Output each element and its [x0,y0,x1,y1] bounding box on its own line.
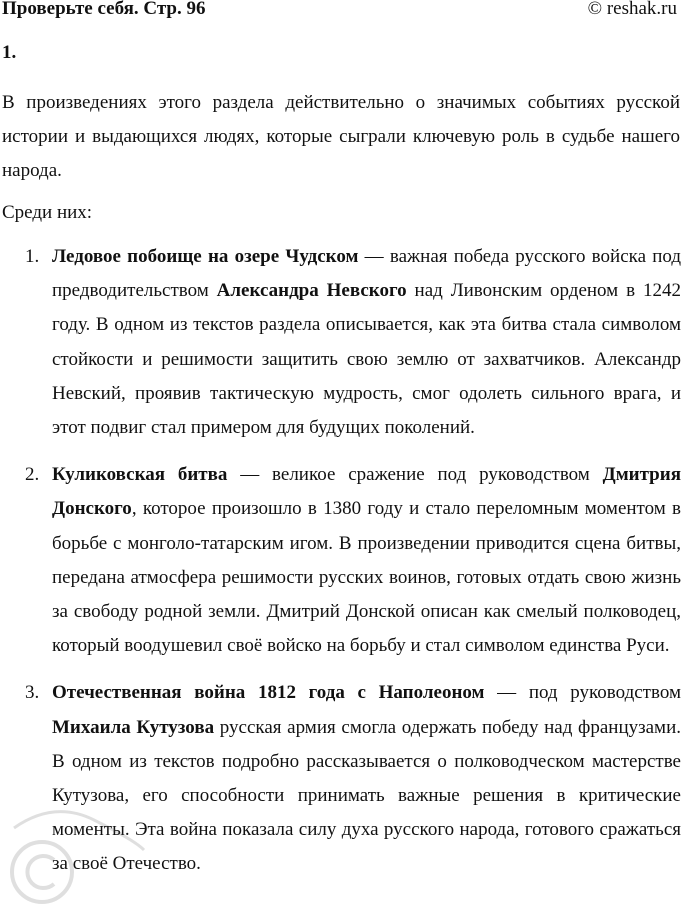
list-item-text: русская армия смогла одержать победу над французами. В одном из текстов подробно рассказывается о полководческом мастерстве Кутузова, его способности принимать важные решения в критические моменты. Эта война показала силу духа русского народа, готового сражаться за своё Отечество. [52,716,682,875]
list-item-text: — важная победа русского войска под предводительством [52,246,681,302]
list-item-highlight: Александра Невского [216,280,407,302]
site-credit: © reshak.ru [587,0,677,19]
list-item-highlight: Ледовое побоище на озере Чудском [52,246,359,267]
intro-paragraph: В произведениях этого раздела действительно о значимых событиях русской истории и выдающихся людях, которые сыграли ключевую роль в судьбе нашего народа. [2,92,680,181]
task-number: 1. [2,42,17,63]
list-item-text: над Ливонским орденом в 1242 году. В одном из текстов раздела описывается, как эта битва стала символом стойкости и решимости защитить свою землю от захватчиков. Александр Невский, проявив тактическую мудрость, смог одолеть сильного врага, и этот подвиг стал примером для будущих поколений. [52,280,681,439]
list-item-text: , которое произошло в 1380 году и стало переломным моментом в борьбе с монголо-татарским игом. В произведении приводится сцена битвы, передана атмосфера решимости русских воинов, готовых отдать свою жизнь за свободу родной земли. Дмитрий Донской описан как смелый полководец, который воодушевил своё войско на борьбу и стал символом единства Руси. [52,498,681,657]
list-item-highlight: Михаила Кутузова [52,716,215,738]
list-item-number: 3. [25,682,40,704]
list-item-number: 2. [25,464,40,486]
list-item-highlight: Дмитрия Донского [52,464,681,520]
events-list [0,240,683,895]
list-item-number: 1. [25,246,40,267]
list-item [0,458,683,663]
among-label: Среди них: [2,202,93,223]
list-item-highlight: Куликовская битва [52,464,228,486]
list-item [0,676,683,881]
list-item [0,240,683,445]
list-item-text: — великое сражение под руководством [227,464,603,486]
list-item-text: — под руководством [484,682,681,704]
page-title: Проверьте себя. Стр. 96 [2,0,206,19]
list-item-highlight: Отечественная война 1812 года с Наполеоном [52,682,485,704]
